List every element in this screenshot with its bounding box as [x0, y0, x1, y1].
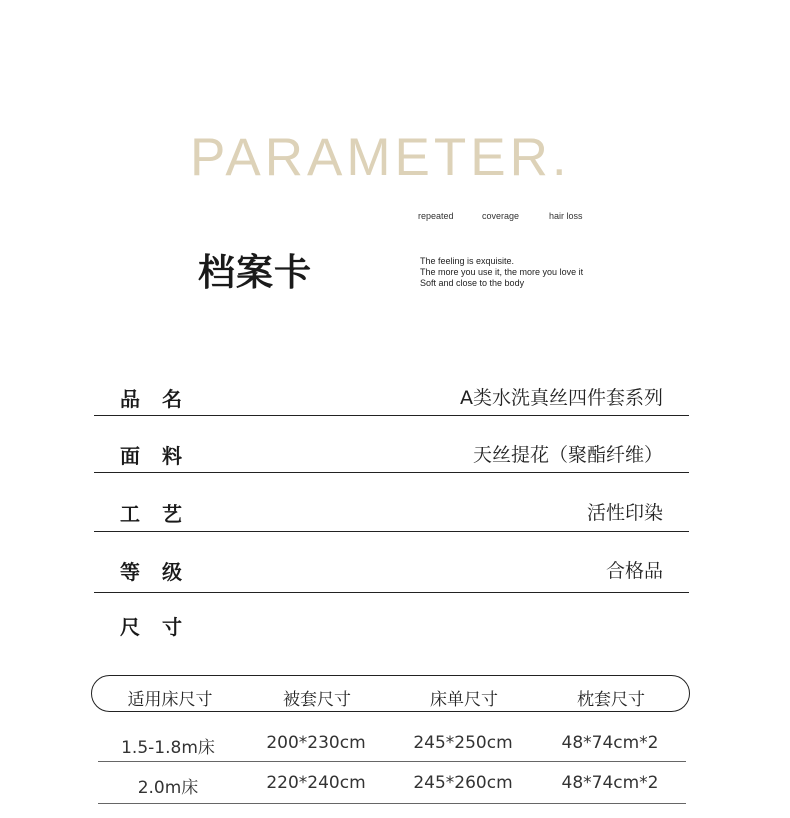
header-duvet-size: 被套尺寸: [283, 690, 351, 710]
table-cell: 200*230cm: [266, 733, 366, 753]
header-bed-size: 适用床尺寸: [127, 690, 213, 710]
tagline-line-3: Soft and close to the body: [420, 278, 525, 288]
table-cell: 48*74cm*2: [561, 733, 659, 753]
param-label: 尺寸: [120, 615, 204, 639]
table-cell: 48*74cm*2: [561, 773, 659, 793]
tag-repeated: repeated: [418, 211, 454, 221]
param-row-craft: [94, 493, 689, 532]
param-label: 等级: [120, 560, 204, 584]
tag-hair-loss: hair loss: [549, 211, 583, 221]
card-title: 档案卡: [198, 251, 312, 294]
tagline-line-1: The feeling is exquisite.: [420, 256, 515, 266]
parameter-banner: PARAMETER.: [190, 128, 571, 187]
table-row: [98, 724, 686, 762]
param-value: 活性印染: [586, 502, 663, 524]
table-cell: 1.5-1.8m床: [121, 738, 215, 758]
param-value: 天丝提花（聚酯纤维）: [472, 444, 663, 466]
param-row-name: [94, 378, 689, 416]
header-pillowcase-size: 枕套尺寸: [577, 690, 645, 710]
table-cell: 2.0m床: [137, 778, 199, 798]
table-cell: 245*260cm: [413, 773, 513, 793]
table-cell: 245*250cm: [413, 733, 513, 753]
param-row-size: [94, 606, 689, 640]
tagline-line-2: The more you use it, the more you love it: [420, 267, 584, 277]
param-label: 品名: [120, 387, 204, 411]
param-row-fabric: [94, 435, 689, 473]
tag-coverage: coverage: [482, 211, 520, 221]
tagline: [420, 256, 650, 289]
param-value: 合格品: [605, 560, 663, 582]
header-sheet-size: 床单尺寸: [430, 690, 498, 710]
param-label: 工艺: [120, 502, 204, 526]
param-label: 面料: [120, 444, 204, 468]
table-cell: 220*240cm: [266, 773, 366, 793]
param-row-grade: [94, 551, 689, 593]
size-table-header: [91, 675, 690, 712]
param-value: A类水洗真丝四件套系列: [460, 387, 663, 409]
tag-list: [418, 211, 618, 225]
table-row: [98, 764, 686, 804]
